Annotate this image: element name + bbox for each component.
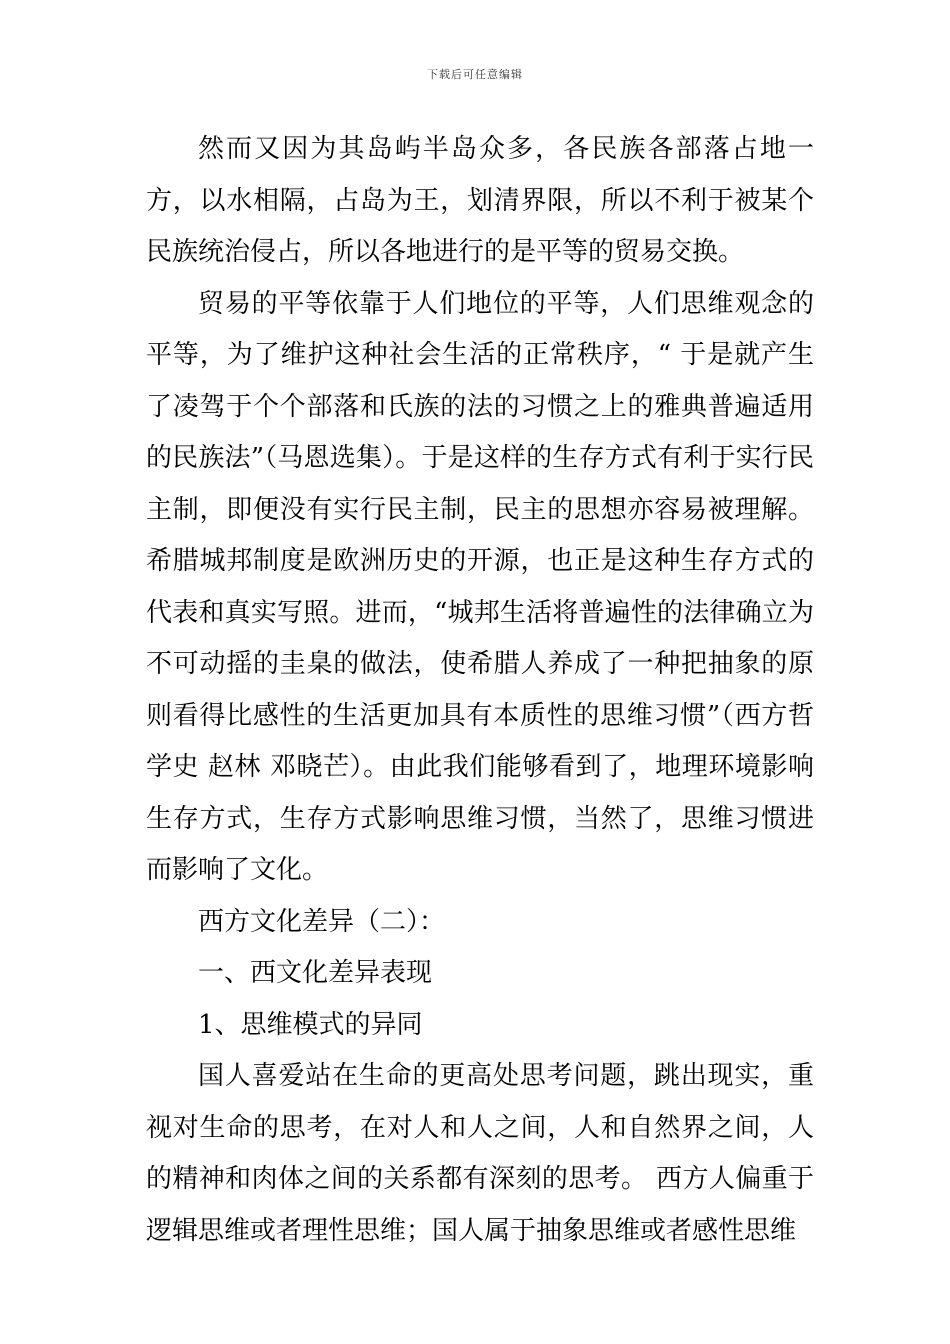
paragraph-thinking-mode: 国人喜爱站在生命的更高处思考问题，跳出现实，重视对生命的思考，在对人和人之间，人和自然界之间，人的精神和肉体之间的关系都有深刻的思考。 西方人偏重于逻辑思维或者理性思维；国人属于抽象思维或者感性思维: [146, 1061, 814, 1246]
paragraph-island-trade: 然而又因为其岛屿半岛众多，各民族各部落占地一方，以水相隔，占岛为王，划清界限，所以不利于被某个民族统治侵占，所以各地进行的是平等的贸易交换。: [146, 134, 814, 267]
paragraph-equality-democracy: 贸易的平等依靠于人们地位的平等，人们思维观念的平等，为了维护这种社会生活的正常秩序，“ 于是就产生了凌驾于个个部落和氏族的法的习惯之上的雅典普遍适用的民族法”（马恩选集）。于是这样的生存方式有利于实行民主制，即便没有实行民主制，民主的思想亦容易被理解。希腊城邦制度是欧洲历史的开源，也正是这种生存方式的代表和真实写照。进而，“城邦生活将普遍性的法律确立为不可动摇的圭臬的做法，使希腊人养成了一种把抽象的原则看得比感性的生活更加具有本质性的思维习惯”（西方哲学史 赵林 邓晓芒）。由此我们能够看到了，地理环境影响生存方式，生存方式影响思维习惯，当然了，思维习惯进而影响了文化。: [146, 288, 814, 885]
section-heading-manifestation: 一、西文化差异表现: [198, 958, 433, 988]
document-body: [146, 124, 814, 1257]
subsection-heading-thinking-mode: 1、思维模式的异同: [198, 1009, 423, 1040]
section-heading-cultural-difference: 西方文化差异（二）：: [198, 906, 446, 937]
page-header: 下载后可任意编辑: [427, 68, 523, 81]
